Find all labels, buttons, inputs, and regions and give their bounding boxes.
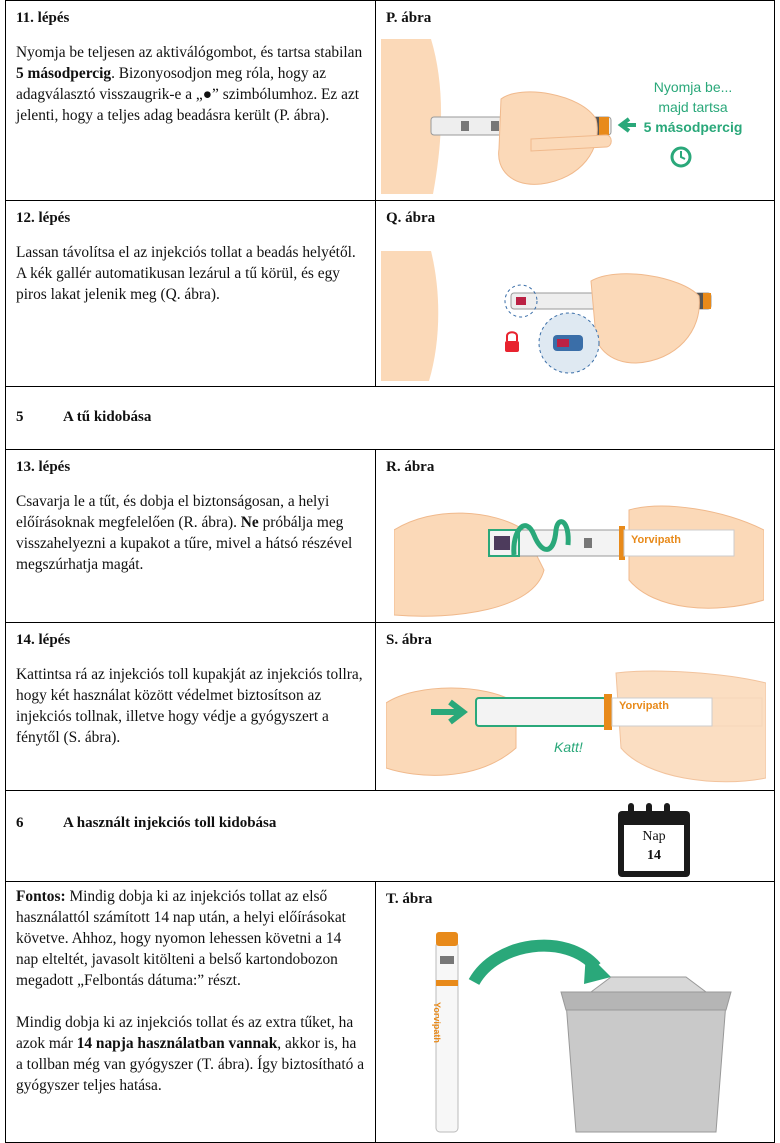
section6-heading: 6 A használt injekciós toll kidobása — [16, 815, 277, 831]
step12-row — [5, 200, 775, 387]
step11-row — [5, 0, 775, 201]
figure-t-illustration — [426, 932, 766, 1137]
figure-q-illustration — [381, 251, 766, 381]
step12-text-cell — [6, 201, 376, 386]
step13-figure-cell — [376, 450, 774, 622]
hand-shape — [591, 274, 699, 363]
final-paragraph-1: Fontos: Mindig dobja ki az injekciós tollat az első használattól számított 14 nap után, a helyi előírásokat követve. Ahhoz, hogy nyomon lehessen követni a 14 nap elteltét, javasolt kitölteni a belső kartondobozon megadott „Felbontás dátuma:” részt. — [16, 888, 346, 989]
final-paragraph-2: Mindig dobja ki az injekciós tollat és az extra tűket, ha azok már 14 napja használatban vannak, akkor is, ha a tollban még van gyógyszer (T. ábra). Így biztosítható a gyógyszer teljes hatása. — [16, 1014, 365, 1094]
pen-label: Yorvipath — [432, 1002, 442, 1043]
step11-figure-cell — [376, 1, 774, 200]
figure-q-title: Q. ábra — [386, 210, 436, 226]
calendar-value: 14 — [647, 848, 661, 863]
figure-r-illustration — [394, 500, 764, 620]
step11-text: Nyomja be teljesen az aktiválógombot, és tartsa stabilan 5 másodpercig. Bizonyosodjon meg róla, hogy az adagválasztó visszaugrik-e a „●” szimbólumhoz. Ez azt jelenti, hogy a teljes adag beadásra került (P. ábra). — [16, 44, 363, 124]
step14-row — [5, 622, 775, 791]
step14-text-cell — [6, 623, 376, 790]
step14-title: 14. lépés — [16, 632, 71, 648]
arm-shape — [381, 251, 438, 381]
step13-text-cell — [6, 450, 376, 622]
bin-icon — [566, 1002, 726, 1132]
figure-r-title: R. ábra — [386, 459, 435, 475]
step14-figure-cell — [376, 623, 774, 790]
figure-p-title: P. ábra — [386, 10, 432, 26]
section5-row — [5, 386, 775, 450]
step11-title: 11. lépés — [16, 10, 70, 26]
section5-heading: 5 A tű kidobása — [16, 409, 152, 425]
figure-s-illustration — [386, 668, 766, 788]
step13-title: 13. lépés — [16, 459, 71, 475]
step14-text: Kattintsa rá az injekciós toll kupakját az injekciós tollra, hogy két használat között védelmet biztosítson az injekciós tollnak, illetve hogy védje a gyógyszert a fénytől (S. ábra). — [16, 666, 363, 746]
click-label: Katt! — [554, 739, 583, 755]
final-text-cell — [6, 882, 376, 1142]
pen-cap — [476, 698, 606, 726]
step13-row — [5, 449, 775, 623]
pen-label: Yorvipath — [619, 700, 669, 712]
arm-shape — [381, 39, 441, 194]
figure-t-title: T. ábra — [386, 891, 433, 907]
final-row — [5, 881, 775, 1143]
calendar-label: Nap — [642, 829, 666, 844]
pen-button — [599, 117, 609, 135]
final-figure-cell — [376, 882, 774, 1142]
calendar-icon — [618, 803, 690, 878]
figure-s-title: S. ábra — [386, 632, 432, 648]
step13-text: Csavarja le a tűt, és dobja el biztonságosan, a helyi előírásoknak megfelelően (R. ábra). Ne próbálja meg visszahelyezni a kupakot a tűre, mivel a hátsó részével megszúrhatja magát. — [16, 493, 353, 573]
section6-row — [5, 790, 775, 882]
step12-title: 12. lépés — [16, 210, 71, 226]
step12-figure-cell — [376, 201, 774, 386]
step11-text-cell — [6, 1, 376, 200]
right-hand — [629, 506, 764, 608]
pen-label: Yorvipath — [631, 534, 681, 546]
lock-icon — [505, 341, 519, 352]
figure-p-annotation: Nyomja be... majd tartsa 5 másodpercig — [643, 79, 743, 135]
step12-text: Lassan távolítsa el az injekciós tollat a beadás helyétől. A kék gallér automatikusan lezárul a tű körül, és egy piros lakat jelenik meg (Q. ábra). — [16, 244, 356, 303]
arrow-icon — [474, 946, 596, 982]
